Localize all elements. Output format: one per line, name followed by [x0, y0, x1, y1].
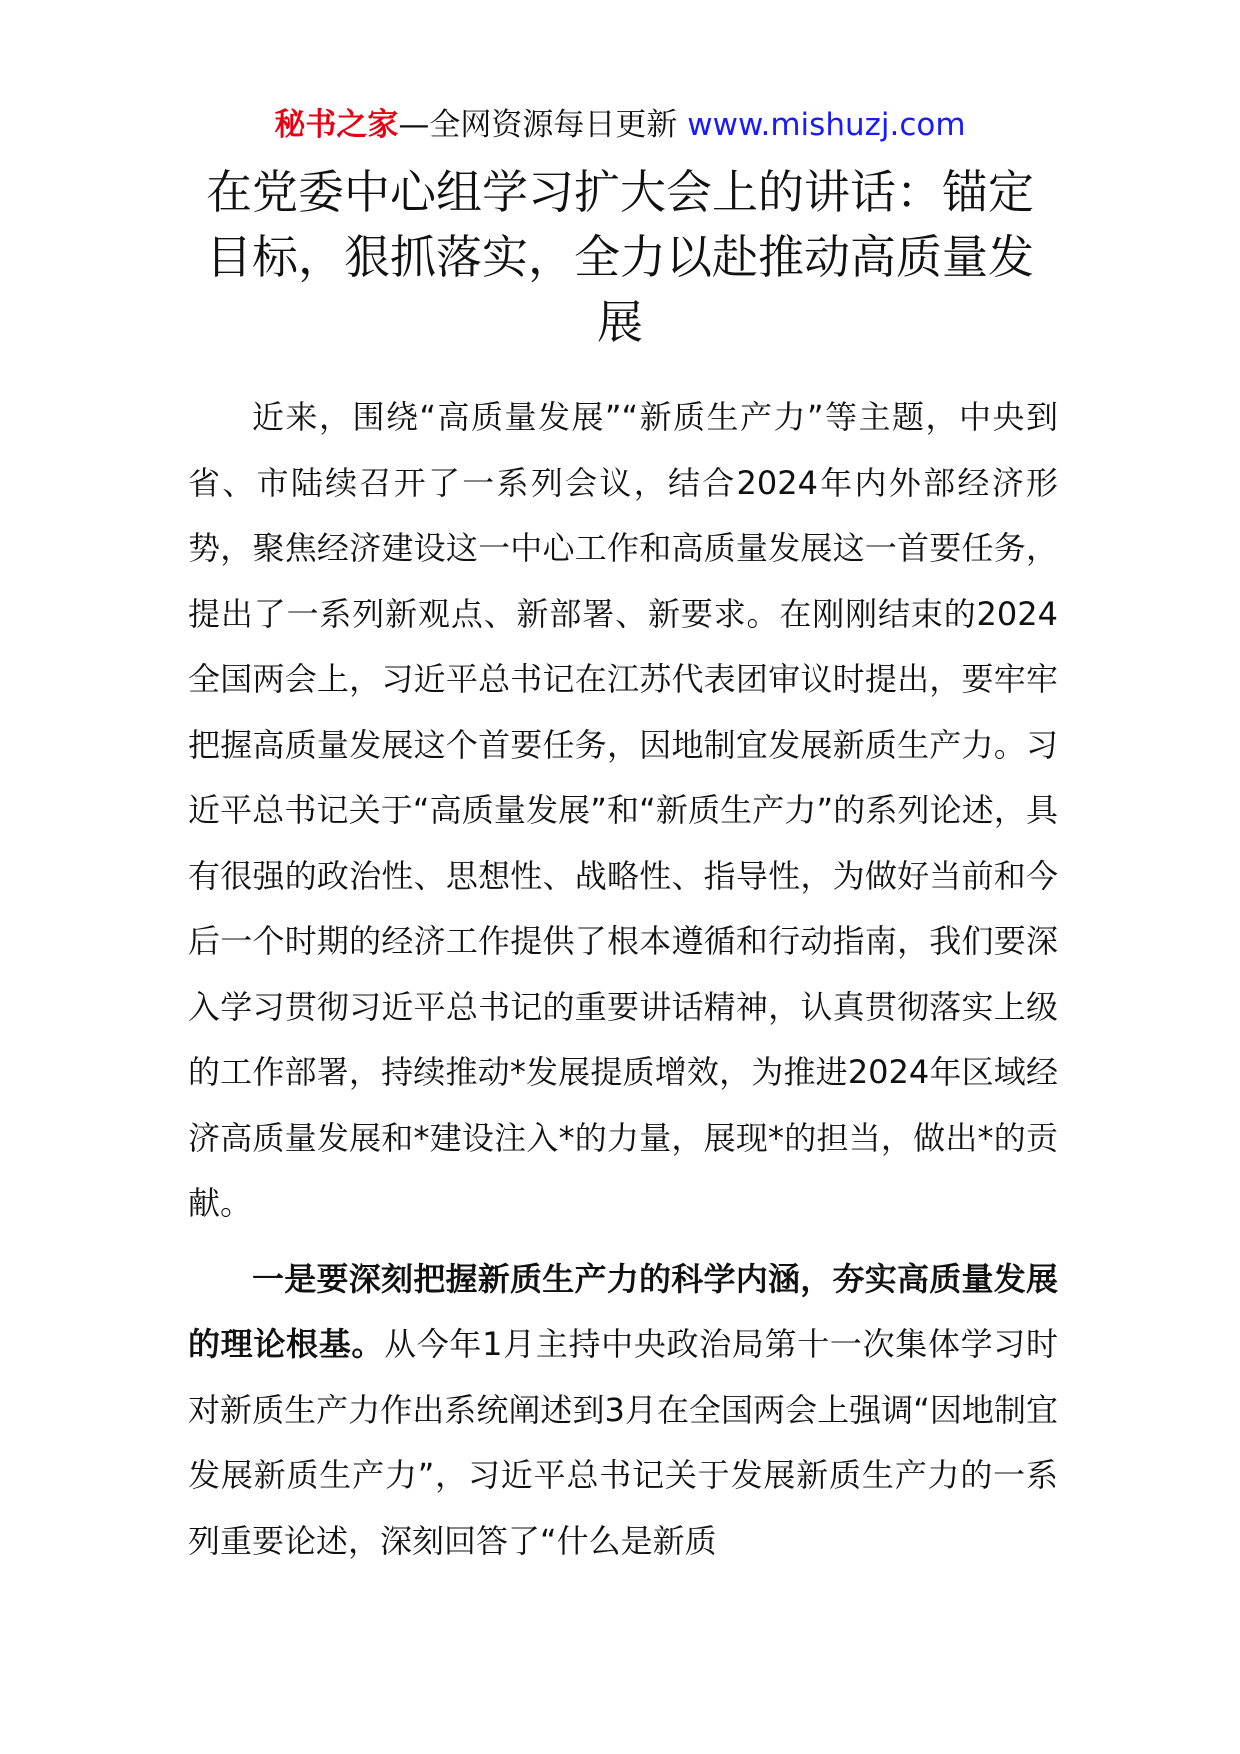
paragraph-text: 从今年1月主持中央政治局第十一次集体学习时对新质生产力作出系统阐述到3月在全国两会上强调“因地制宜发展新质生产力”，习近平总书记关于发展新质生产力的一系列重要论述，深刻回答了“什么是新质 — [188, 1325, 1058, 1560]
section-heading: 一是要深刻把握新质生产力的科学内涵，夯实高质量发展的理论根基。 — [188, 1259, 1058, 1363]
brand-name: 秘书之家 — [274, 107, 399, 143]
section-one-paragraph — [188, 1247, 1058, 1575]
banner-tagline: —全网资源每日更新 — [398, 107, 678, 143]
site-banner — [0, 100, 1240, 150]
site-url-link[interactable]: www.mishuzj.com — [687, 107, 966, 143]
document-title: 在党委中心组学习扩大会上的讲话：锚定目标，狠抓落实，全力以赴推动高质量发展 — [206, 165, 1034, 349]
document-body — [188, 385, 1058, 1574]
intro-paragraph — [188, 385, 1058, 1237]
paragraph-text: 近来，围绕“高质量发展”“新质生产力”等主题，中央到省、市陆续召开了一系列会议，结合2024年内外部经济形势，聚焦经济建设这一中心工作和高质量发展这一首要任务，提出了一系列新观点、新部署、新要求。在刚刚结束的2024全国两会上，习近平总书记在江苏代表团审议时提出，要牢牢把握高质量发展这个首要任务，因地制宜发展新质生产力。习近平总书记关于“高质量发展”和“新质生产力”的系列论述，具有很强的政治性、思想性、战略性、指导性，为做好当前和今后一个时期的经济工作提供了根本遵循和行动指南，我们要深入学习贯彻习近平总书记的重要讲话精神，认真贯彻落实上级的工作部署，持续推动*发展提质增效，为推进2024年区域经济高质量发展和*建设注入*的力量，展现*的担当，做出*的贡献。 — [188, 398, 1058, 1222]
